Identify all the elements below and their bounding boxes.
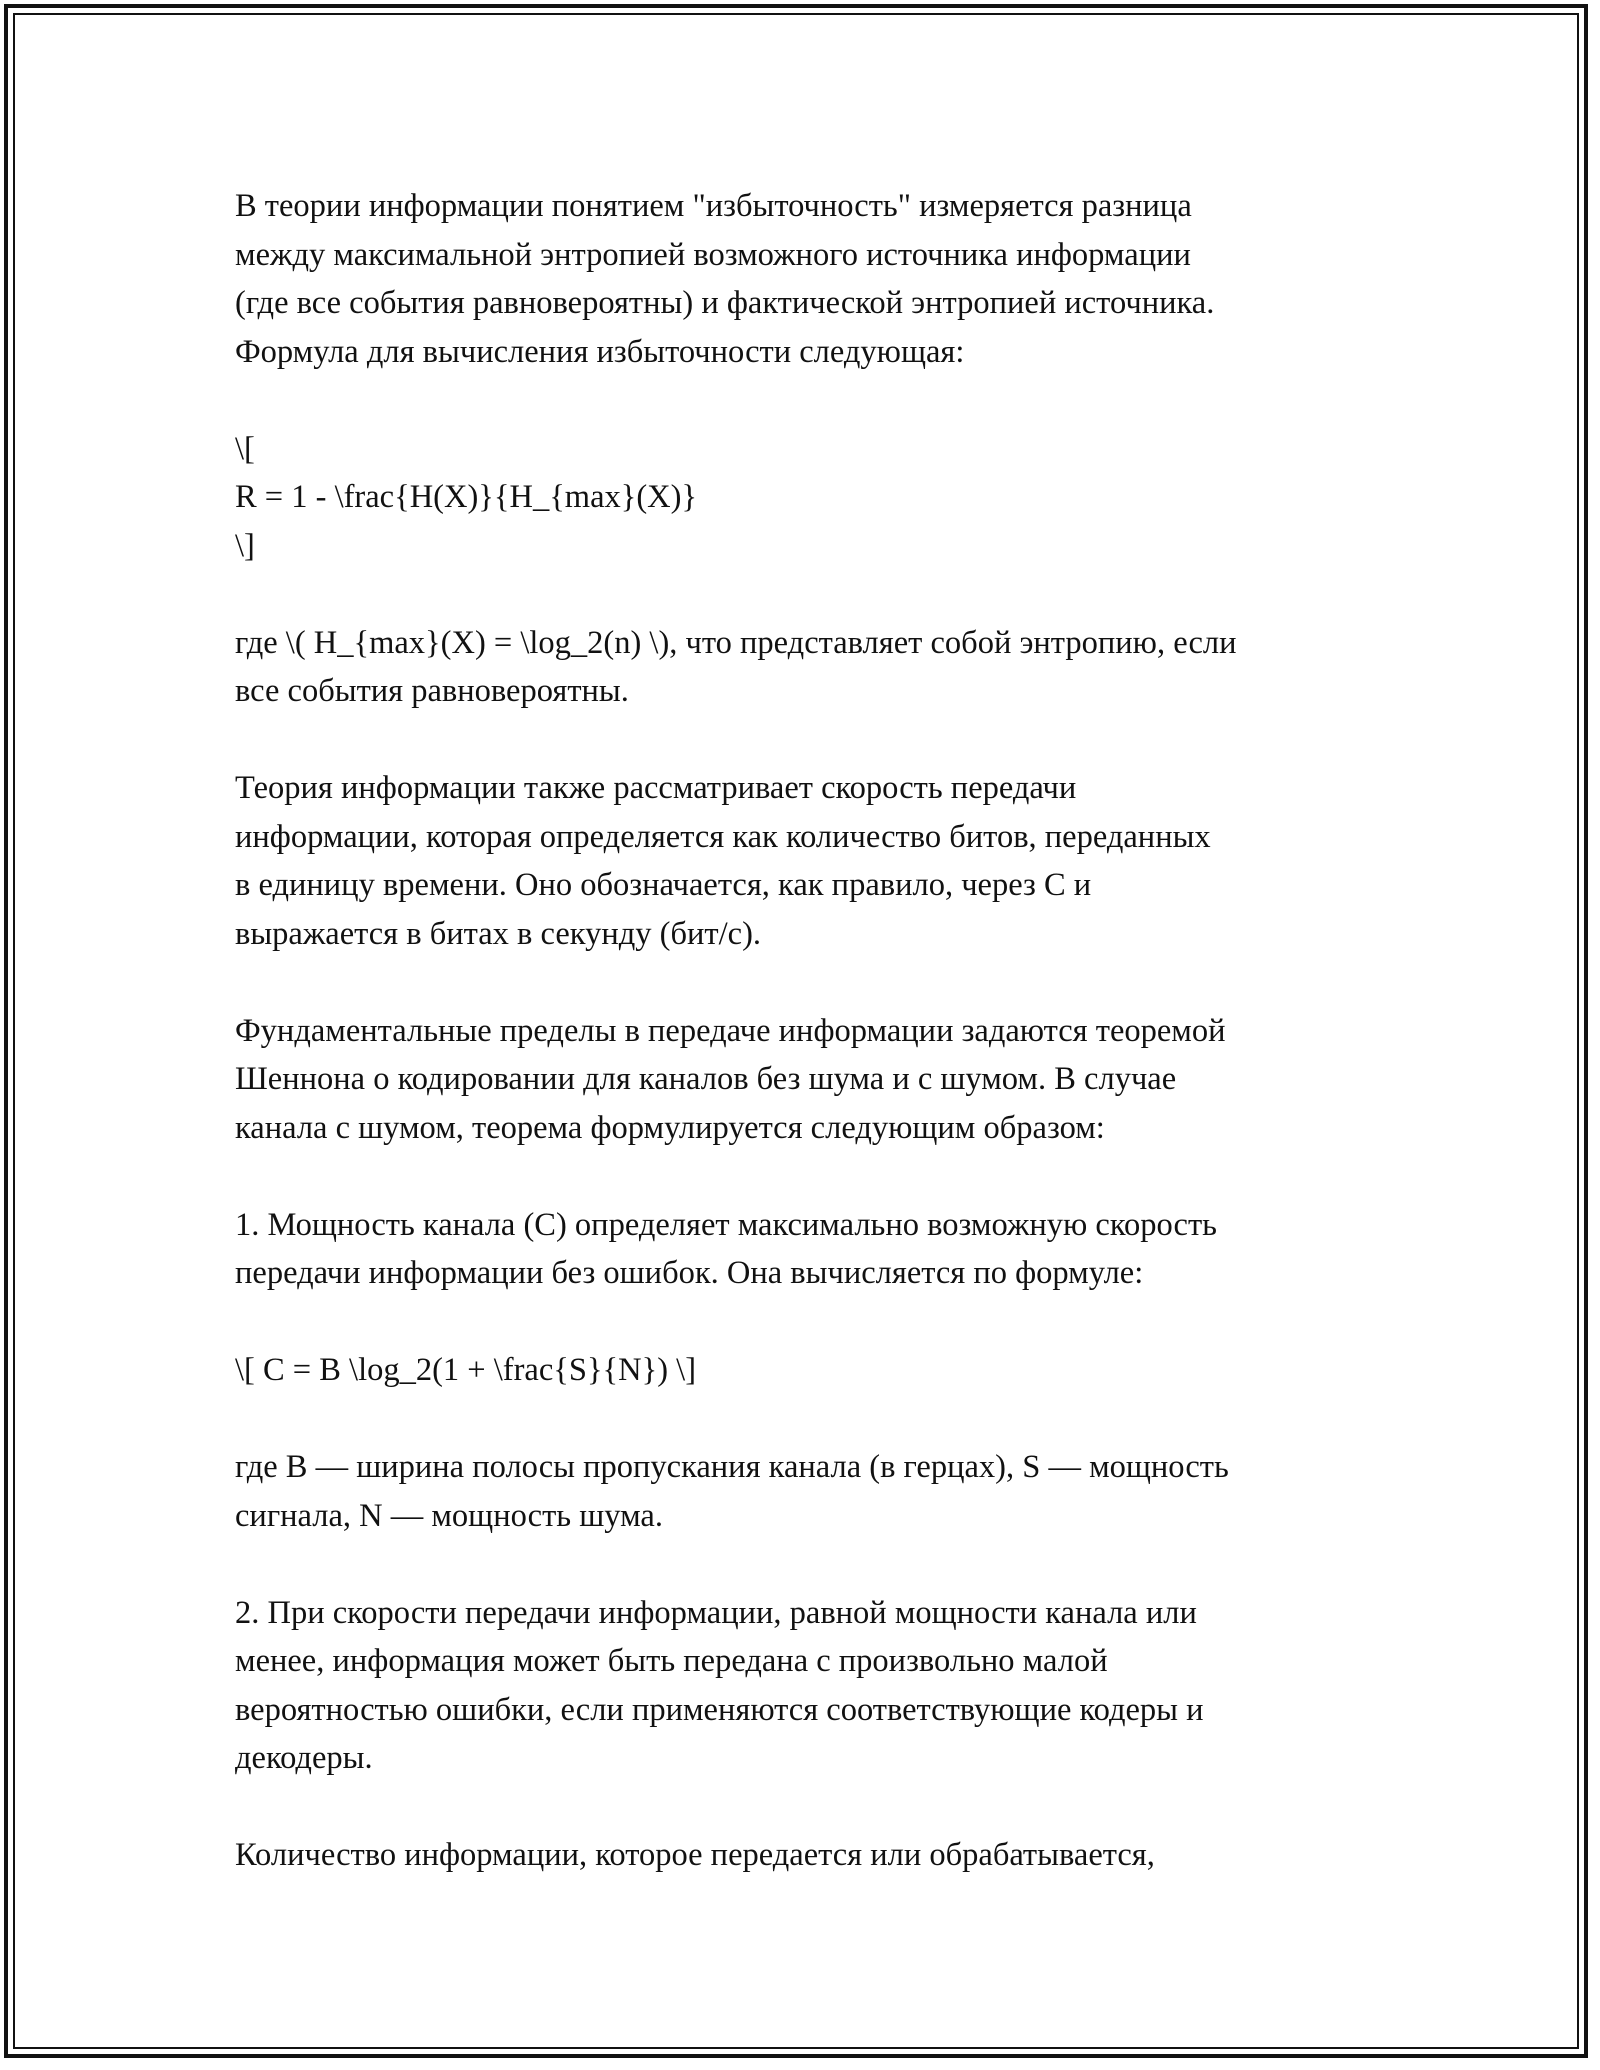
formula-line: R = 1 - \frac{H(X)}{H_{max}(X)} bbox=[235, 479, 698, 515]
text-line: информации, которая определяется как количество битов, переданных bbox=[235, 818, 1211, 855]
paragraph-transmission-rate bbox=[235, 764, 1395, 958]
text-line: передачи информации без ошибок. Она вычисляется по формуле: bbox=[235, 1255, 1144, 1291]
paragraph-gap bbox=[235, 1152, 1395, 1201]
text-line: 2. При скорости передачи информации, равной мощности канала или bbox=[235, 1594, 1197, 1631]
paragraph-capacity-terms bbox=[235, 1443, 1395, 1540]
text-line: сигнала, N — мощность шума. bbox=[235, 1497, 663, 1534]
paragraph-gap bbox=[235, 958, 1395, 1007]
paragraph-gap bbox=[235, 376, 1395, 425]
text-line: канала с шумом, теорема формулируется следующим образом: bbox=[235, 1109, 1105, 1146]
formula-capacity bbox=[235, 1346, 1395, 1395]
paragraph-gap bbox=[235, 1298, 1395, 1347]
text-line: где B — ширина полосы пропускания канала (в герцах), S — мощность bbox=[235, 1449, 1229, 1485]
text-line: декодеры. bbox=[235, 1740, 373, 1776]
paragraph-closing bbox=[235, 1831, 1395, 1880]
text-line: менее, информация может быть передана с произвольно малой bbox=[235, 1643, 1108, 1679]
document-body bbox=[235, 182, 1395, 1880]
formula-line: \[ bbox=[235, 430, 255, 467]
text-line: Количество информации, которое передается или обрабатывается, bbox=[235, 1837, 1155, 1873]
text-line: где \( H_{max}(X) = \log_2(n) \), что представляет собой энтропию, если bbox=[235, 624, 1237, 661]
text-line: все события равновероятны. bbox=[235, 673, 629, 709]
text-line: между максимальной энтропией возможного источника информации bbox=[235, 236, 1191, 273]
text-line: (где все события равновероятны) и фактической энтропией источника. bbox=[235, 285, 1215, 321]
formula-line: \] bbox=[235, 527, 255, 564]
text-line: Формула для вычисления избыточности следующая: bbox=[235, 333, 965, 370]
paragraph-gap bbox=[235, 716, 1395, 765]
text-line: вероятностью ошибки, если применяются соответствующие кодеры и bbox=[235, 1691, 1204, 1728]
text-line: 1. Мощность канала (C) определяет максимально возможную скорость bbox=[235, 1206, 1217, 1243]
text-line: выражается в битах в секунду (бит/с). bbox=[235, 915, 762, 952]
list-item-2 bbox=[235, 1589, 1395, 1783]
paragraph-gap bbox=[235, 570, 1395, 619]
paragraph-gap bbox=[235, 1395, 1395, 1444]
paragraph-intro bbox=[235, 182, 1395, 376]
text-line: Фундаментальные пределы в передаче информации задаются теоремой bbox=[235, 1012, 1226, 1049]
paragraph-gap bbox=[235, 1540, 1395, 1589]
text-line: Шеннона о кодировании для каналов без шума и с шумом. В случае bbox=[235, 1061, 1177, 1097]
list-item-1 bbox=[235, 1201, 1395, 1298]
formula-line: \[ C = B \log_2(1 + \frac{S}{N}) \] bbox=[235, 1352, 697, 1388]
formula-redundancy bbox=[235, 425, 1395, 571]
text-line: Теория информации также рассматривает скорость передачи bbox=[235, 770, 1077, 806]
paragraph-shannon-limits bbox=[235, 1007, 1395, 1153]
paragraph-gap bbox=[235, 1783, 1395, 1832]
text-line: в единицу времени. Оно обозначается, как правило, через C и bbox=[235, 867, 1092, 903]
text-line: В теории информации понятием "избыточность" измеряется разница bbox=[235, 188, 1192, 224]
paragraph-hmax-definition bbox=[235, 619, 1395, 716]
